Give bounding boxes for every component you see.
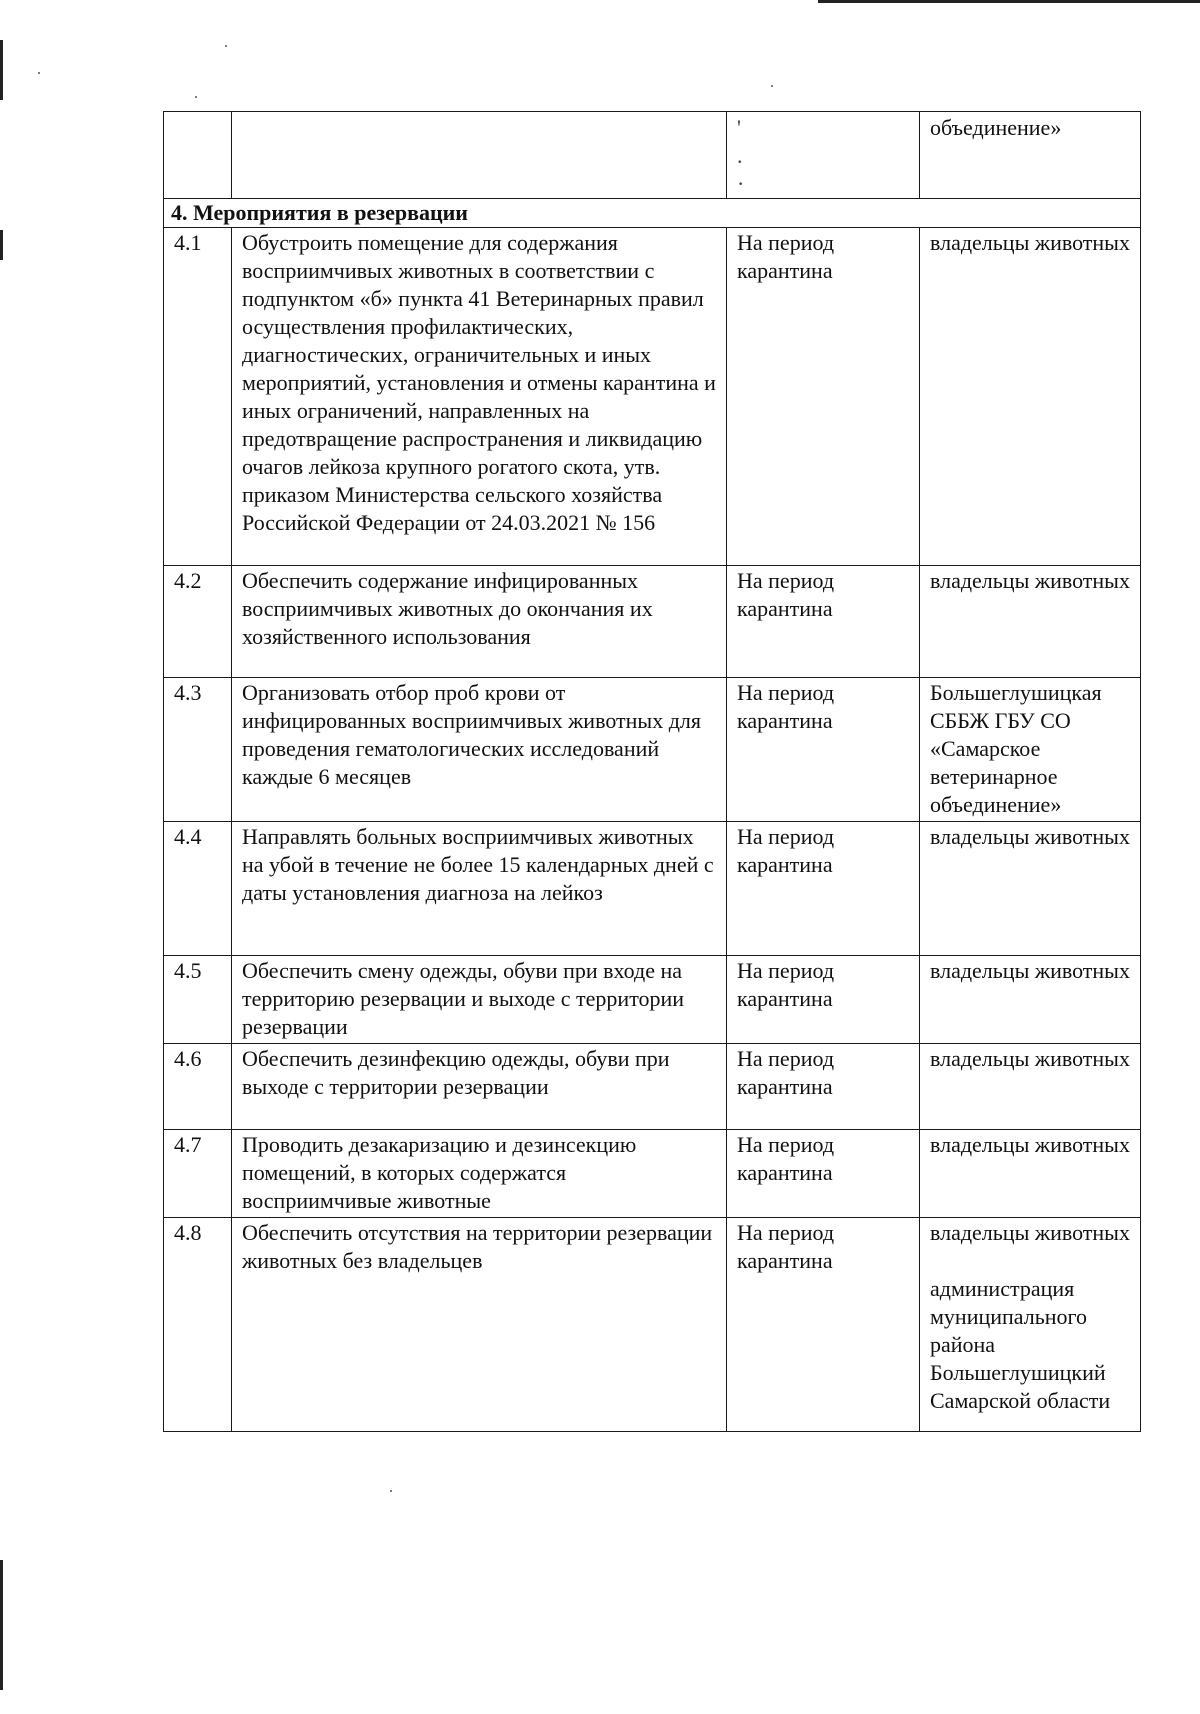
table-row (164, 228, 1141, 566)
table-row (164, 956, 1141, 1044)
responsible-secondary: администрация муниципального района Большеглушицкий Самарской области (930, 1276, 1111, 1413)
action-cell (232, 112, 727, 199)
table-row (164, 1218, 1141, 1432)
row-number: 4.5 (164, 956, 232, 1044)
row-period: На период карантина (727, 1044, 920, 1130)
row-action: Обеспечить дезинфекцию одежды, обуви при выходе с территории резервации (232, 1044, 727, 1130)
row-action: Обеспечить отсутствия на территории резервации животных без владельцев (232, 1218, 727, 1432)
row-number: 4.8 (164, 1218, 232, 1432)
scan-border-top (818, 0, 1200, 3)
row-period: На период карантина (727, 1218, 920, 1432)
row-responsible: Большеглушицкая СББЖ ГБУ СО «Самарское ветеринарное объединение» (920, 678, 1141, 822)
row-action: Организовать отбор проб крови от инфицированных восприимчивых животных для проведения гематологических исследований каждые 6 месяцев (232, 678, 727, 822)
table-row (164, 566, 1141, 678)
table-row (164, 112, 1141, 199)
row-responsible: владельцы животных (920, 1130, 1141, 1218)
table-row (164, 678, 1141, 822)
responsible-cell: объединение» (920, 112, 1141, 199)
row-responsible: владельцы животных (920, 822, 1141, 956)
row-number: 4.6 (164, 1044, 232, 1130)
table-row (164, 1044, 1141, 1130)
section-row (164, 199, 1141, 228)
table-row (164, 822, 1141, 956)
row-responsible: владельцы животных (920, 566, 1141, 678)
scan-edge-mark (0, 40, 3, 100)
row-period: На период карантина (727, 228, 920, 566)
row-responsible: владельцы животных (920, 228, 1141, 566)
row-period: На период карантина (727, 678, 920, 822)
row-period: На период карантина (727, 822, 920, 956)
row-period: На период карантина (727, 1130, 920, 1218)
row-action: Обустроить помещение для содержания восприимчивых животных в соответствии с подпунктом «б» пункта 41 Ветеринарных правил осуществления профилактических, диагностических, ограничительных и иных мероприятий, установления и отмены карантина и иных ограничений, направленных на предотвращение распространения и ликвидацию очагов лейкоза крупного рогатого скота, утв. приказом Министерства сельского хозяйства Российской Федерации от 24.03.2021 № 156 (232, 228, 727, 566)
row-responsible (920, 1218, 1141, 1432)
row-number: 4.7 (164, 1130, 232, 1218)
scan-speck (771, 85, 773, 87)
responsible-primary: владельцы животных (930, 1220, 1130, 1245)
section-title: 4. Мероприятия в резервации (164, 199, 1141, 228)
row-number: 4.2 (164, 566, 232, 678)
num-cell (164, 112, 232, 199)
row-action: Обеспечить содержание инфицированных восприимчивых животных до окончания их хозяйственного использования (232, 566, 727, 678)
scan-speck (225, 45, 227, 47)
scan-edge-mark (0, 1560, 3, 1690)
spacer (930, 1247, 1130, 1275)
row-action: Обеспечить смену одежды, обуви при входе на территорию резервации и выходе с территории резервации (232, 956, 727, 1044)
row-responsible: владельцы животных (920, 1044, 1141, 1130)
scan-speck (390, 1490, 392, 1492)
row-action: Проводить дезакаризацию и дезинсекцию помещений, в которых содержатся восприимчивые животные (232, 1130, 727, 1218)
row-period: На период карантина (727, 566, 920, 678)
scan-speck (195, 96, 197, 98)
scan-speck (38, 72, 40, 74)
measures-table (163, 111, 1141, 1432)
row-period: На период карантина (727, 956, 920, 1044)
table-row (164, 1130, 1141, 1218)
row-number: 4.1 (164, 228, 232, 566)
row-responsible: владельцы животных (920, 956, 1141, 1044)
scan-marks: ' . · (737, 115, 805, 196)
row-action: Направлять больных восприимчивых животных на убой в течение не более 15 календарных дней с даты установления диагноза на лейкоз (232, 822, 727, 956)
scan-edge-mark (0, 230, 3, 260)
period-cell (727, 112, 920, 199)
row-number: 4.3 (164, 678, 232, 822)
row-number: 4.4 (164, 822, 232, 956)
